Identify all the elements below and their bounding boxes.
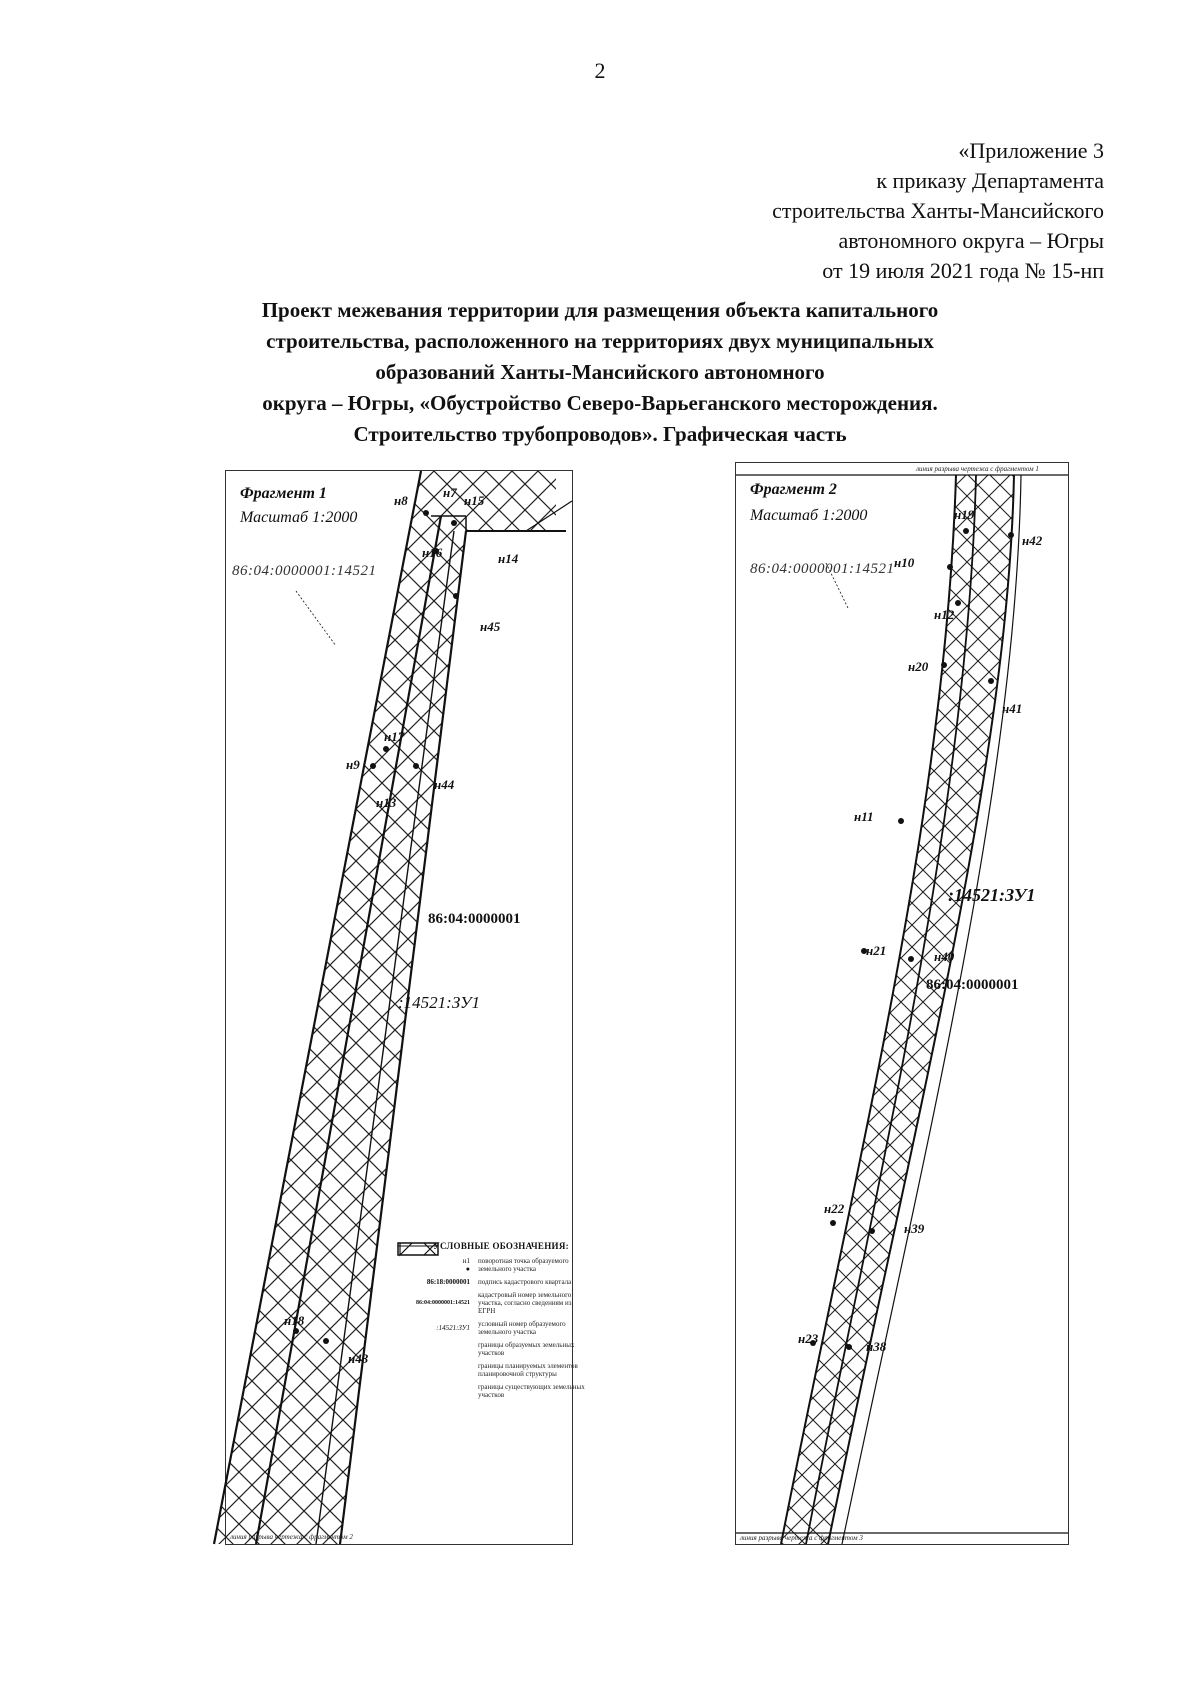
point-label: н14 (498, 551, 519, 566)
fragment-2-drawing (736, 463, 1068, 1544)
legend (396, 1241, 606, 1404)
break-line-label: линия разрыва чертежа с фрагментом 3 (740, 1534, 863, 1542)
point-label: н21 (866, 943, 887, 958)
legend-symbol: 86:04:0000001:14521 (416, 1300, 470, 1306)
document-title (150, 295, 1050, 450)
plot-label: :14521:ЗУ1 (948, 885, 1036, 905)
point-label: н40 (934, 949, 955, 964)
point-label: н44 (434, 777, 455, 792)
point-label: н22 (824, 1201, 845, 1216)
plot-label: :14521:ЗУ1 (398, 993, 480, 1012)
appendix-line: от 19 июля 2021 года № 15-нп (822, 258, 1104, 283)
point-label: н9 (346, 757, 360, 772)
title-line: Строительство трубопроводов». Графическая часть (353, 422, 847, 446)
point-label: н39 (904, 1221, 925, 1236)
point-label: н42 (1022, 533, 1043, 548)
point-label: н10 (894, 555, 915, 570)
point-label: н15 (464, 493, 485, 508)
legend-text: границы образуемых земельных участков (478, 1341, 575, 1357)
point-label: н19 (954, 507, 975, 522)
appendix-header (772, 136, 1104, 286)
legend-text: поворотная точка образуемого земельного участка (478, 1257, 569, 1273)
turning-point (963, 528, 969, 534)
turning-point (869, 1228, 875, 1234)
map-fragment-2 (735, 462, 1069, 1545)
point-label: н12 (934, 607, 955, 622)
turning-point (941, 662, 947, 668)
point-label: н41 (1002, 701, 1023, 716)
legend-item (396, 1257, 606, 1273)
point-label: н16 (422, 545, 443, 560)
legend-text: подпись кадастрового квартала (478, 1278, 572, 1286)
legend-text: границы планируемых элементов планировочной структуры (478, 1362, 578, 1378)
turning-point (830, 1220, 836, 1226)
point-label: н43 (348, 1351, 369, 1366)
fragment-title: Фрагмент 2 (750, 481, 837, 498)
turning-point (955, 600, 961, 606)
title-line: строительства, расположенного на территориях двух муниципальных (266, 329, 934, 353)
point-label: н20 (908, 659, 929, 674)
turning-point (846, 1344, 852, 1350)
legend-symbol: н1 ● (462, 1257, 470, 1273)
point-label: н8 (394, 493, 408, 508)
title-line: округа – Югры, «Обустройство Северо-Варьеганского месторождения. (262, 391, 938, 415)
point-label: н45 (480, 619, 501, 634)
turning-point (423, 510, 429, 516)
legend-item (396, 1341, 606, 1357)
fragment-title: Фрагмент 1 (240, 485, 327, 502)
break-line-label: линия разрыва чертежа с фрагментом 1 (916, 465, 1039, 473)
turning-point (370, 763, 376, 769)
cadastral-number-label: 86:04:0000001:14521 (232, 563, 377, 579)
point-label: н11 (854, 809, 874, 824)
turning-point (908, 956, 914, 962)
point-label: н23 (798, 1331, 819, 1346)
legend-item (396, 1320, 606, 1336)
point-label: н38 (866, 1339, 887, 1354)
turning-point (1008, 532, 1014, 538)
title-line: образований Ханты-Мансийского автономного (375, 360, 825, 384)
point-label: н17 (384, 729, 405, 744)
turning-point (453, 593, 459, 599)
point-label: н13 (376, 795, 397, 810)
quarter-label: 86:04:0000001 (926, 977, 1019, 993)
legend-text: условный номер образуемого земельного участка (478, 1320, 566, 1336)
appendix-line: к приказу Департамента (876, 168, 1104, 193)
legend-symbol: 86:18:0000001 (426, 1278, 470, 1286)
cadastral-number-label: 86:04:0000001:14521 (750, 561, 895, 577)
legend-text: кадастровый номер земельного участка, согласно сведениям из ЕГРН (478, 1291, 572, 1315)
point-label: н7 (443, 485, 457, 500)
appendix-line: автономного округа – Югры (838, 228, 1104, 253)
fragment-scale: Масштаб 1:2000 (750, 507, 868, 524)
turning-point (413, 763, 419, 769)
turning-point (988, 678, 994, 684)
legend-item (396, 1278, 606, 1286)
existing-plot-symbol (396, 1241, 440, 1251)
quarter-label: 86:04:0000001 (428, 911, 521, 927)
appendix-line: строительства Ханты-Мансийского (772, 198, 1104, 223)
point-label: н18 (284, 1313, 305, 1328)
leader-line (296, 591, 336, 646)
turning-point (898, 818, 904, 824)
legend-text: границы существующих земельных участков (478, 1383, 585, 1399)
turning-point (947, 564, 953, 570)
legend-item (396, 1362, 606, 1378)
legend-symbol: :14521:ЗУ1 (436, 1324, 470, 1332)
title-line: Проект межевания территории для размещения объекта капитального (261, 298, 939, 322)
fragment-scale: Масштаб 1:2000 (240, 509, 358, 526)
turning-point (323, 1338, 329, 1344)
legend-title: УСЛОВНЫЕ ОБОЗНАЧЕНИЯ: (433, 1241, 569, 1251)
planned-structure-hatch (781, 475, 1014, 1544)
break-line-label: линия разрыва чертежа с фрагментом 2 (230, 1533, 353, 1541)
legend-item (396, 1383, 606, 1399)
appendix-line: «Приложение 3 (958, 138, 1104, 163)
legend-item (396, 1291, 606, 1315)
turning-point (383, 746, 389, 752)
map-fragment-1 (225, 470, 585, 1545)
page-number: 2 (594, 58, 606, 83)
turning-point (451, 520, 457, 526)
